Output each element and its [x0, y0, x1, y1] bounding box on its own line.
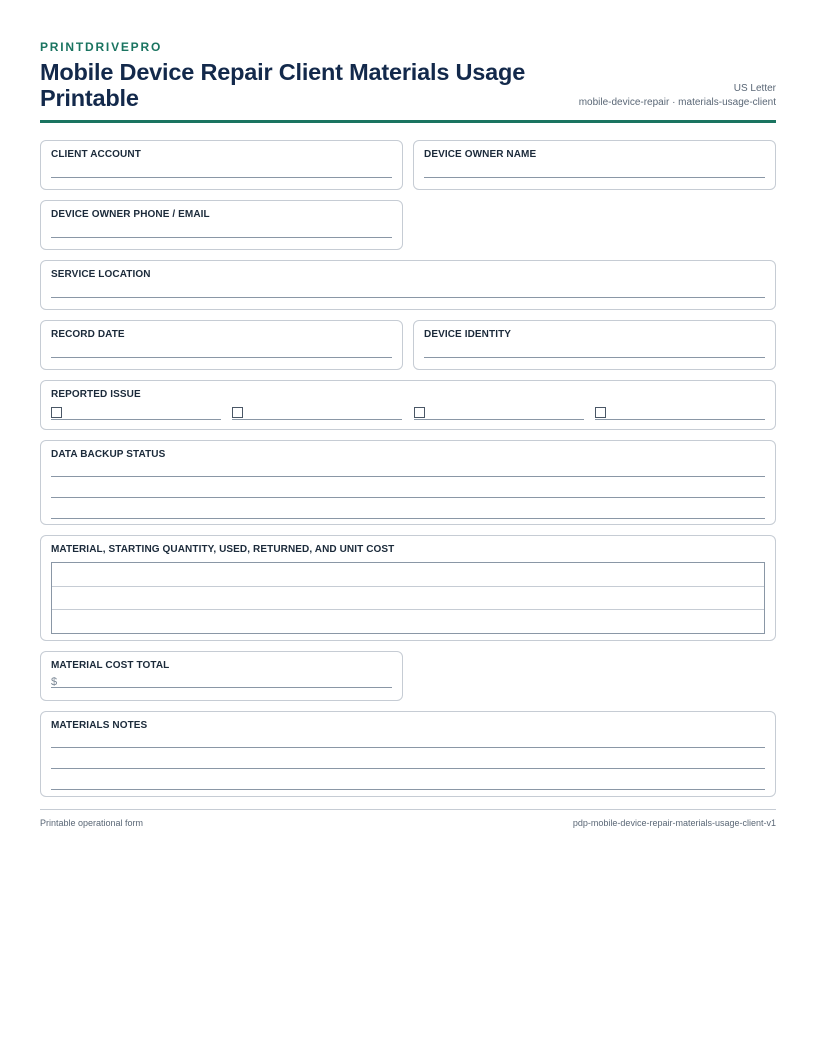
checkbox-icon[interactable] — [51, 407, 62, 418]
data-backup-status-label: DATA BACKUP STATUS — [51, 449, 166, 460]
client-account-field — [40, 140, 403, 190]
notes-line-3[interactable] — [51, 769, 765, 790]
client-account-input-line[interactable] — [51, 160, 392, 178]
form-slug: mobile-device-repair · materials-usage-client — [578, 96, 776, 108]
paper-size: US Letter — [733, 83, 776, 94]
device-identity-field — [413, 320, 776, 370]
form-id: pdp-mobile-device-repair-materials-usage-client-v1 — [572, 818, 776, 828]
spacer — [413, 200, 776, 250]
checkbox-icon[interactable] — [232, 407, 243, 418]
reported-issue-options — [51, 405, 765, 420]
backup-status-line-1[interactable] — [51, 460, 765, 477]
page-title: Mobile Device Repair Client Materials Usage Printable — [40, 59, 526, 111]
checkbox-icon[interactable] — [595, 407, 606, 418]
materials-table — [51, 562, 765, 634]
reported-issue-label: REPORTED ISSUE — [51, 389, 141, 400]
table-row[interactable] — [52, 563, 764, 587]
header-meta — [579, 82, 776, 111]
device-owner-name-input-line[interactable] — [424, 160, 765, 178]
record-date-input-line[interactable] — [51, 340, 392, 358]
notes-line-1[interactable] — [51, 731, 765, 748]
service-location-input-line[interactable] — [51, 280, 765, 298]
table-row[interactable] — [52, 587, 764, 611]
device-identity-label: DEVICE IDENTITY — [424, 329, 512, 340]
backup-status-line-2[interactable] — [51, 477, 765, 498]
checkbox-icon[interactable] — [414, 407, 425, 418]
device-owner-contact-field — [40, 200, 403, 250]
data-backup-status-field — [40, 440, 776, 525]
device-identity-input-line[interactable] — [424, 340, 765, 358]
client-account-label: CLIENT ACCOUNT — [51, 149, 141, 160]
issue-option-2[interactable] — [232, 405, 402, 420]
form-page — [40, 40, 776, 828]
material-cost-total-field — [40, 651, 403, 701]
device-owner-name-label: DEVICE OWNER NAME — [424, 149, 537, 160]
service-location-field — [40, 260, 776, 310]
material-cost-total-input[interactable]: $ — [51, 671, 392, 688]
record-date-label: RECORD DATE — [51, 329, 125, 340]
materials-notes-field — [40, 711, 776, 797]
brand-name: PRINTDRIVEPRO — [40, 40, 163, 54]
record-date-field — [40, 320, 403, 370]
device-owner-contact-label: DEVICE OWNER PHONE / EMAIL — [51, 209, 210, 220]
service-location-label: SERVICE LOCATION — [51, 269, 151, 280]
form-fields — [40, 140, 776, 797]
table-row[interactable] — [52, 610, 764, 633]
material-cost-total-label: MATERIAL COST TOTAL — [51, 660, 170, 671]
footer-left-text: Printable operational form — [40, 818, 144, 828]
issue-option-3[interactable] — [414, 405, 584, 420]
spacer — [413, 651, 776, 701]
reported-issue-field — [40, 380, 776, 430]
materials-table-field — [40, 535, 776, 641]
page-footer — [40, 809, 776, 828]
materials-table-label: MATERIAL, STARTING QUANTITY, USED, RETURNED, AND UNIT COST — [51, 544, 395, 555]
notes-line-2[interactable] — [51, 748, 765, 769]
issue-option-1[interactable] — [51, 405, 221, 420]
materials-notes-label: MATERIALS NOTES — [51, 720, 148, 731]
issue-option-4[interactable] — [595, 405, 765, 420]
backup-status-line-3[interactable] — [51, 498, 765, 519]
device-owner-name-field — [413, 140, 776, 190]
device-owner-contact-input-line[interactable] — [51, 220, 392, 238]
form-header — [40, 59, 776, 123]
